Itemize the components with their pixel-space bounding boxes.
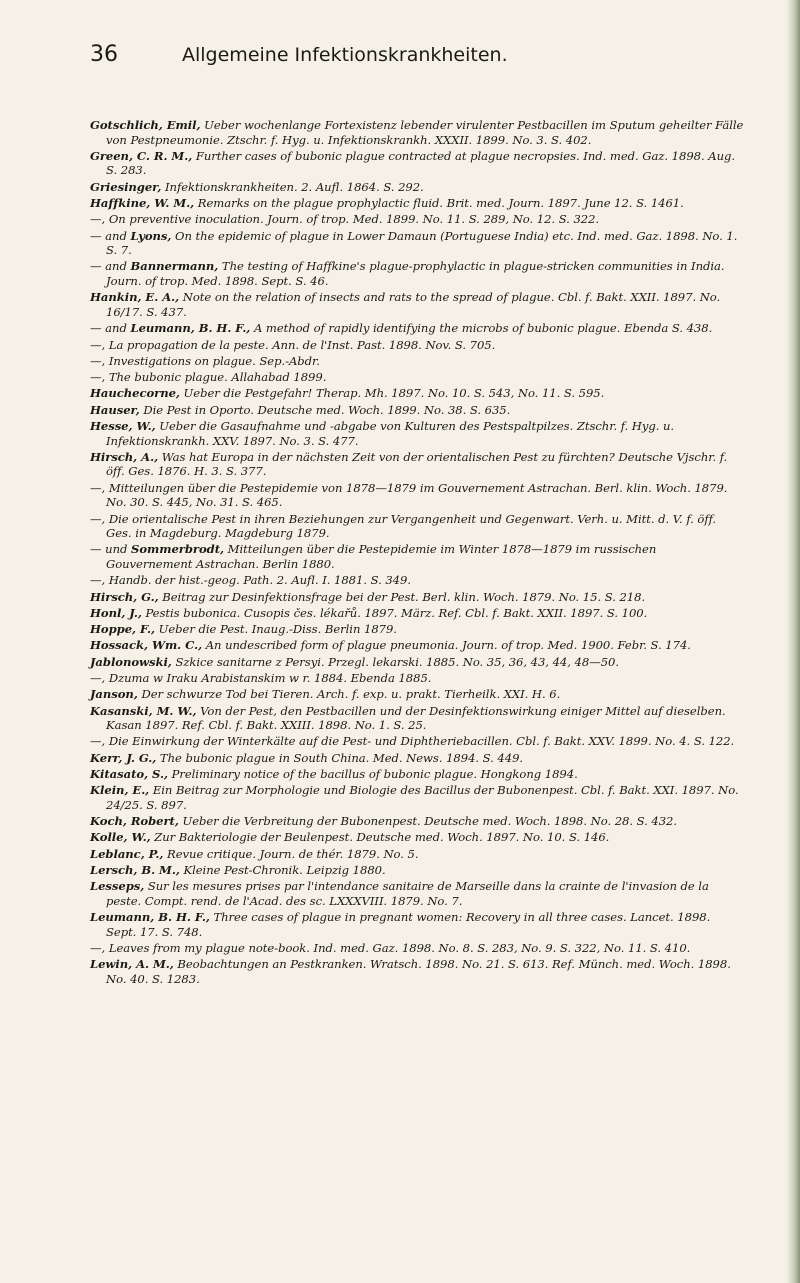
entry-dash: —, — [90, 353, 106, 368]
entry-author: Jablonowski, — [90, 654, 172, 669]
bibliography-entry — [90, 847, 744, 862]
bibliography-entry — [90, 622, 744, 637]
entry-text: Die Pest in Oporto. Deutsche med. Woch. 1899. No. 38. S. 635. — [143, 402, 511, 417]
entry-text: Kleine Pest-Chronik. Leipzig 1880. — [183, 862, 386, 877]
bibliography-entry — [90, 573, 744, 588]
entry-text: Ueber wochenlange Fortexistenz lebender virulenter Pestbacillen im Sputum geheilter Fälle von Pestpneumonie. Ztschr. f. Hyg. u. Infektionskrankh. XXXII. 1899. No. 3. S. 402. — [106, 118, 744, 147]
entry-text: Ueber die Pest. Inaug.-Diss. Berlin 1879. — [158, 622, 397, 637]
bibliography-entry — [90, 814, 744, 829]
entry-dash: — and — [90, 228, 127, 243]
bibliography-entry — [90, 338, 744, 353]
entry-text: Was hat Europa in der nächsten Zeit von der orientalischen Pest zu fürchten? Deutsche Vjschr. f. öff. Ges. 1876. H. 3. S. 377. — [106, 449, 728, 479]
entry-text: Zur Bakteriologie der Beulenpest. Deutsche med. Woch. 1897. No. 10. S. 146. — [154, 830, 610, 845]
entry-author: Honl, J., — [90, 605, 142, 620]
bibliography-entry — [90, 606, 744, 621]
bibliography-entry — [90, 259, 744, 288]
entry-author: Hauchecorne, — [90, 386, 180, 401]
page-header — [90, 42, 740, 82]
bibliography-entry — [90, 704, 744, 733]
bibliography-entry — [90, 687, 744, 702]
entry-text: Die orientalische Pest in ihren Beziehungen zur Vergangenheit und Gegenwart. Verh. u. Mitt. d. V. f. öff. Ges. in Magdeburg. Magdeburg 1879. — [106, 511, 717, 541]
entry-text: A method of rapidly identifying the microbs of bubonic plague. Ebenda S. 438. — [253, 321, 713, 336]
entry-author: Klein, E., — [90, 783, 150, 798]
entry-text: On preventive inoculation. Journ. of trop. Med. 1899. No. 11. S. 289, No. 12. S. 322. — [108, 212, 600, 227]
bibliography-entry — [90, 542, 744, 571]
entry-author: Green, C. R. M., — [90, 148, 193, 163]
entry-author: Kasanski, M. W., — [90, 703, 197, 718]
entry-text: Leaves from my plague note-book. Ind. med. Gaz. 1898. No. 8. S. 283, No. 9. S. 322, No. 11. S. 410. — [108, 941, 691, 955]
entry-author: Haffkine, W. M., — [90, 196, 195, 211]
bibliography-entry — [90, 118, 744, 147]
bibliography-entry — [90, 354, 744, 369]
bibliography-entry — [90, 370, 744, 385]
entry-text: Szkice sanitarne z Persyi. Przegl. lekarski. 1885. No. 35, 36, 43, 44, 48—50. — [175, 654, 619, 669]
entry-author: Hossack, Wm. C., — [90, 638, 203, 653]
entry-dash: — and — [90, 259, 127, 274]
entry-text: Note on the relation of insects and rats to the spread of plague. Cbl. f. Bakt. XXII. 1897. No. 16/17. S. 437. — [106, 290, 721, 319]
entry-author: Griesinger, — [90, 179, 162, 194]
entry-text: The bubonic plague. Allahabad 1899. — [108, 370, 327, 385]
entry-text: Beobachtungen an Pestkranken. Wratsch. 1898. No. 21. S. 613. Ref. Münch. med. Woch. 1898. No. 40. S. 1283. — [106, 957, 731, 986]
entry-author: Hauser, — [90, 402, 140, 417]
entry-dash: —, — [90, 212, 106, 227]
bibliography-entry — [90, 751, 744, 766]
entry-author: Leblanc, P., — [90, 846, 164, 861]
bibliography-entry — [90, 196, 744, 211]
bibliography-entry — [90, 671, 744, 686]
bibliography-entry — [90, 419, 744, 448]
bibliography-entry — [90, 512, 744, 541]
bibliography-entry — [90, 180, 744, 195]
entry-dash: — and — [90, 321, 127, 336]
bibliography-entry — [90, 212, 744, 227]
entry-dash: —, — [90, 734, 106, 749]
entry-text: On the epidemic of plague in Lower Damaun (Portuguese India) etc. Ind. med. Gaz. 1898. No. 1. S. 7. — [106, 228, 738, 258]
entry-dash: —, — [90, 670, 106, 685]
entry-text: Sur les mesures prises par l'intendance sanitaire de Marseille dans la crainte de l'invasion de la peste. Compt. rend. de l'Acad. des sc. LXXXVIII. 1879. No. 7. — [106, 879, 709, 908]
entry-text: Three cases of plague in pregnant women: Recovery in all three cases. Lancet. 1898. Sept. 17. S. 748. — [106, 910, 711, 939]
entry-author: Lersch, B. M., — [90, 862, 180, 877]
entry-dash: —, — [90, 511, 106, 526]
entry-dash: —, — [90, 480, 106, 495]
entry-text: Revue critique. Journ. de thér. 1879. No. 5. — [167, 846, 419, 861]
entry-text: Die Einwirkung der Winterkälte auf die Pest- und Diphtheriebacillen. Cbl. f. Bakt. XXV. 1899. No. 4. S. 122. — [108, 734, 735, 749]
bibliography-entry — [90, 450, 744, 479]
entry-text: Mitteilungen über die Pestepidemie im Winter 1878—1879 im russischen Gouvernement Astrachan. Berlin 1880. — [106, 542, 657, 571]
page-number: 36 — [90, 42, 118, 67]
entry-text: Pestis bubonica. Cusopis čes. lékařů. 1897. März. Ref. Cbl. f. Bakt. XXII. 1897. S. 100. — [145, 605, 648, 620]
entry-text: Ein Beitrag zur Morphologie und Biologie des Bacillus der Bubonenpest. Cbl. f. Bakt. XXI. 1897. No. 24/25. S. 897. — [106, 783, 739, 812]
entry-dash: — und — [90, 542, 128, 557]
page-edge — [786, 0, 800, 1283]
entry-author: Lewin, A. M., — [90, 957, 174, 972]
entry-author: Hoppe, F., — [90, 622, 155, 637]
bibliography-entry — [90, 590, 744, 605]
entry-text: Ueber die Pestgefahr! Therap. Mh. 1897. No. 10. S. 543, No. 11. S. 595. — [183, 386, 605, 401]
entry-text: Beitrag zur Desinfektionsfrage bei der Pest. Berl. klin. Woch. 1879. No. 15. S. 218. — [162, 589, 646, 604]
entry-text: An undescribed form of plague pneumonia. Journ. of trop. Med. 1900. Febr. S. 174. — [205, 638, 691, 653]
entry-text: Von der Pest, den Pestbacillen und der Desinfektionswirkung einiger Mittel auf dieselben. Kasan 1897. Ref. Cbl. f. Bakt. XXIII. 1898. No. 1. S. 25. — [106, 703, 726, 733]
entry-author: Sommerbrodt, — [131, 542, 225, 557]
entry-text: Dzuma w Iraku Arabistanskim w r. 1884. Ebenda 1885. — [108, 670, 432, 685]
entry-text: Ueber die Verbreitung der Bubonenpest. Deutsche med. Woch. 1898. No. 28. S. 432. — [182, 814, 678, 829]
bibliography-entry — [90, 941, 744, 956]
bibliography-entry — [90, 863, 744, 878]
bibliography-entry — [90, 783, 744, 812]
bibliography-entry — [90, 910, 744, 939]
entry-dash: —, — [90, 573, 106, 588]
entry-text: Preliminary notice of the bacillus of bubonic plague. Hongkong 1894. — [171, 766, 578, 781]
bibliography-entry — [90, 638, 744, 653]
entry-author: Janson, — [90, 687, 138, 702]
entry-text: Handb. der hist.-geog. Path. 2. Aufl. I. 1881. S. 349. — [108, 573, 411, 588]
entry-dash: —, — [90, 337, 106, 352]
entry-author: Kerr, J. G., — [90, 750, 157, 765]
entry-author: Bannermann, — [130, 259, 219, 274]
entry-text: The bubonic plague in South China. Med. News. 1894. S. 449. — [159, 750, 524, 765]
bibliography-entry — [90, 879, 744, 908]
entry-text: The testing of Haffkine's plague-prophylactic in plague-stricken communities in India. Journ. of trop. Med. 1898. Sept. S. 46. — [106, 259, 725, 289]
bibliography-entry — [90, 957, 744, 986]
entry-author: Kolle, W., — [90, 830, 151, 845]
entry-author: Koch, Robert, — [90, 814, 179, 829]
bibliography-entry — [90, 655, 744, 670]
entry-author: Hesse, W., — [90, 418, 156, 433]
entry-text: Ueber die Gasaufnahme und -abgabe von Kulturen des Pestspaltpilzes. Ztschr. f. Hyg. u. Infektionskrankh. XXV. 1897. No. 3. S. 477. — [106, 418, 675, 448]
bibliography-entry — [90, 767, 744, 782]
bibliography-entry — [90, 290, 744, 319]
entry-author: Kitasato, S., — [90, 766, 168, 781]
bibliography-entry — [90, 481, 744, 510]
entry-text: Remarks on the plague prophylactic fluid. Brit. med. Journ. 1897. June 12. S. 1461. — [197, 196, 684, 211]
entry-author: Hirsch, G., — [90, 589, 159, 604]
bibliography-entry — [90, 229, 744, 258]
bibliography-entry — [90, 149, 744, 178]
bibliography-entry — [90, 321, 744, 336]
entry-text: Investigations on plague. Sep.-Abdr. — [108, 353, 320, 368]
running-title: Allgemeine Infektionskrankheiten. — [182, 44, 508, 66]
entry-author: Hirsch, A., — [90, 449, 159, 464]
entry-author: Lesseps, — [90, 879, 145, 894]
bibliography-entry — [90, 830, 744, 845]
entry-text: Mitteilungen über die Pestepidemie von 1878—1879 im Gouvernement Astrachan. Berl. klin. Woch. 1879. No. 30. S. 445, No. 31. S. 465. — [106, 480, 728, 510]
entry-text: Der schwurze Tod bei Tieren. Arch. f. exp. u. prakt. Tierheilk. XXI. H. 6. — [141, 687, 561, 702]
entry-author: Hankin, E. A., — [90, 290, 180, 305]
bibliography-entry — [90, 386, 744, 401]
entry-text: La propagation de la peste. Ann. de l'Inst. Past. 1898. Nov. S. 705. — [108, 337, 496, 352]
bibliography-list — [90, 118, 744, 988]
entry-author: Lyons, — [130, 228, 172, 243]
entry-text: Further cases of bubonic plague contracted at plague necropsies. Ind. med. Gaz. 1898. Aug. S. 283. — [106, 148, 735, 178]
entry-text: Infektionskrankheiten. 2. Aufl. 1864. S. 292. — [165, 179, 424, 194]
entry-dash: —, — [90, 941, 106, 955]
entry-dash: —, — [90, 370, 106, 385]
entry-author: Leumann, B. H. F., — [90, 910, 210, 925]
bibliography-entry — [90, 734, 744, 749]
entry-author: Gotschlich, Emil, — [90, 118, 201, 132]
entry-author: Leumann, B. H. F., — [130, 321, 251, 336]
bibliography-entry — [90, 403, 744, 418]
